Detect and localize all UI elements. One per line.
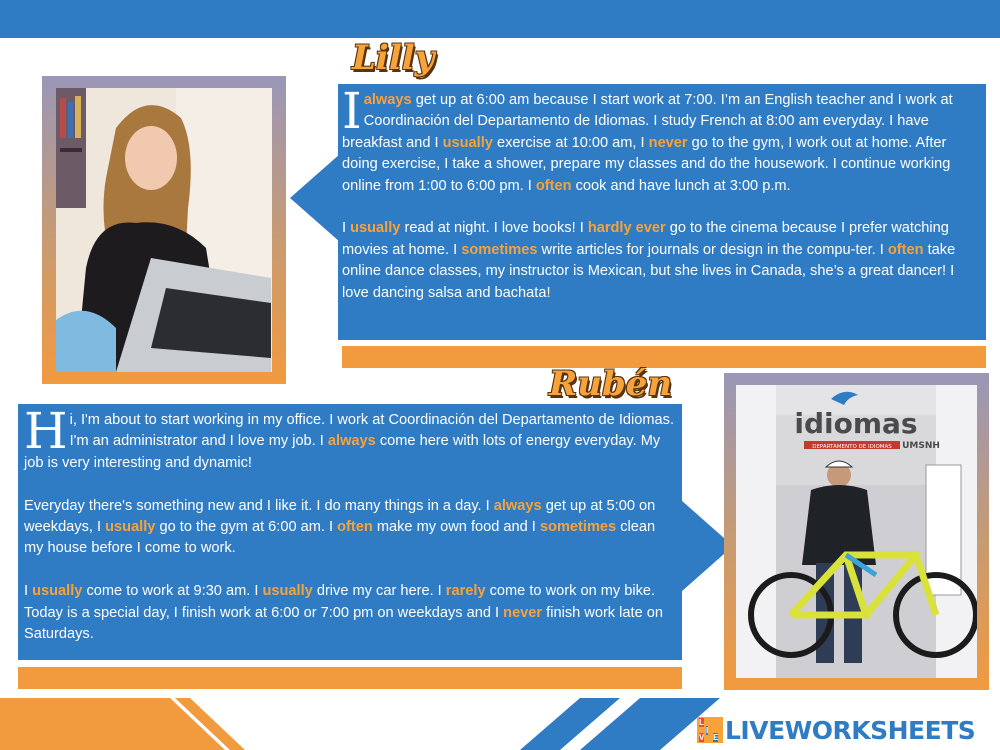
lilly-dropcap: I xyxy=(342,82,362,140)
text-segment: i, I'm about to start working in my office. I work at Coordinación del Departamento de Idiomas. I'm an administrator and I love my job. I xyxy=(69,412,674,450)
frequency-adverb: usually xyxy=(350,220,401,237)
text-segment: come here with lots of energy everyday. My job is very interesting and dynamic! xyxy=(24,433,661,471)
ruben-paragraph-2 xyxy=(24,496,674,560)
text-segment: drive my car here. I xyxy=(312,583,446,600)
text-segment: take online dance classes, my instructor is Mexican, but she lives in Canada, she’s a great dancer! I love dancing salsa and bachata! xyxy=(342,241,956,301)
lilly-photo-frame xyxy=(42,76,286,384)
frequency-adverb: never xyxy=(648,134,688,151)
liveworksheets-logo-icon xyxy=(697,717,723,743)
ruben-orange-bar xyxy=(18,667,682,689)
text-segment: clean my house before I come to work. xyxy=(24,519,656,557)
frequency-adverb: sometimes xyxy=(461,241,538,258)
logo-letter: V xyxy=(699,733,705,742)
text-segment: finish work late on Saturdays. xyxy=(24,604,663,643)
text-segment: go to the gym, I work out at home. After doing exercise, I take a shower, prepare my classes and do the housework. I continue working online from 1:00 to 6:00 pm. I xyxy=(342,134,951,194)
sign-umsnh-text: UMSNH xyxy=(902,441,940,451)
frequency-adverb: often xyxy=(337,519,373,536)
frequency-adverb: often xyxy=(887,241,924,258)
ruben-paragraph-3 xyxy=(24,581,674,645)
ruben-name-title: Rubén xyxy=(549,364,673,404)
liveworksheets-logo xyxy=(697,716,975,744)
logo-letter: I xyxy=(706,726,709,735)
text-segment: get up at 6:00 am because I start work at 7:00. I’m an English teacher and I work at Coordinación del Departamento de Idiomas. I study French at 8:00 am everyday. I have breakfast and I xyxy=(342,92,953,151)
frequency-adverb: usually xyxy=(105,519,156,536)
text-segment: cook and have lunch at 3:00 p.m. xyxy=(571,177,791,194)
frequency-adverb: sometimes xyxy=(539,519,617,536)
lilly-bubble-pointer xyxy=(290,154,340,242)
text-segment: Everyday there's something new and I like it. I do many things in a day. I xyxy=(24,497,494,514)
ruben-photo-illustration xyxy=(736,385,977,678)
top-banner xyxy=(0,0,1000,38)
frequency-adverb: rarely xyxy=(445,583,486,600)
sign-idiomas-text: idiomas xyxy=(794,407,918,440)
ruben-speech-bubble xyxy=(18,404,682,660)
text-segment: come to work on my bike. Today is a special day, I finish work at 6:00 or 7:00 pm on weekdays and I xyxy=(24,583,656,621)
text-segment: read at night. I love books! I xyxy=(400,220,588,237)
liveworksheets-logo-text: LIVEWORKSHEETS xyxy=(725,715,976,745)
lilly-speech-bubble xyxy=(338,84,986,340)
ruben-dropcap: H xyxy=(24,402,68,460)
lilly-name-title: Lilly xyxy=(352,38,435,78)
frequency-adverb: always xyxy=(363,92,412,108)
lilly-paragraph-2 xyxy=(342,218,980,304)
frequency-adverb: always xyxy=(493,497,542,514)
frequency-adverb: usually xyxy=(262,583,313,600)
lilly-paragraph-1 xyxy=(342,82,980,197)
text-segment: get up at 5:00 on weekdays, I xyxy=(24,497,656,536)
ruben-photo-frame xyxy=(724,373,989,690)
frequency-adverb: often xyxy=(535,177,572,194)
frequency-adverb: usually xyxy=(32,583,83,600)
frequency-adverb: always xyxy=(327,433,376,450)
logo-letter: E xyxy=(713,733,719,742)
text-segment: go to the cinema because I prefer watching movies at home. I xyxy=(342,220,949,258)
sign-department-text: DEPARTAMENTO DE IDIOMAS xyxy=(812,444,892,450)
ruben-paragraph-1 xyxy=(24,402,674,474)
text-segment: I xyxy=(24,583,33,600)
text-segment: make my own food and I xyxy=(372,519,540,536)
logo-letter: L xyxy=(699,718,704,727)
frequency-adverb: usually xyxy=(442,134,493,151)
lilly-photo-illustration xyxy=(56,88,272,372)
text-segment: come to work at 9:30 am. I xyxy=(82,583,263,600)
frequency-adverb: hardly ever xyxy=(587,220,666,237)
woman-with-laptop-photo xyxy=(56,88,272,372)
man-with-bicycle-photo xyxy=(736,385,977,678)
text-segment: go to the gym at 6:00 am. I xyxy=(155,519,338,536)
frequency-adverb: never xyxy=(503,604,543,621)
text-segment: I xyxy=(342,220,351,237)
text-segment: exercise at 10:00 am, I xyxy=(492,134,649,151)
text-segment: write articles for journals or design in the compu-ter. I xyxy=(537,241,888,258)
